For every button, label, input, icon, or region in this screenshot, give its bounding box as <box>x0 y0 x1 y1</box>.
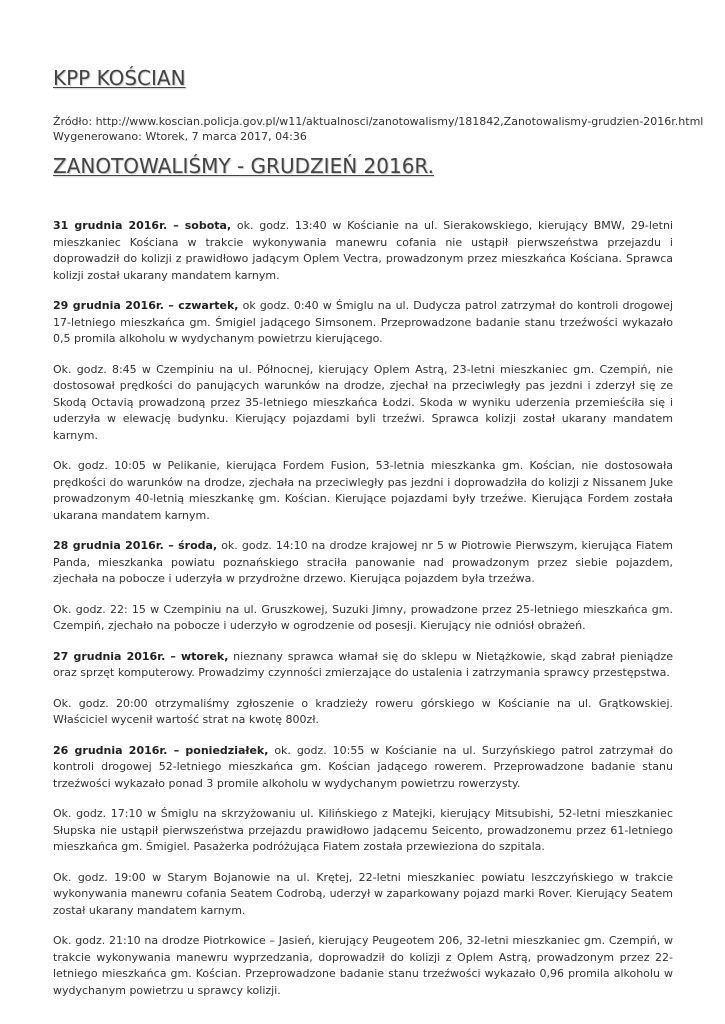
report-text: ok godz. 0:40 w Śmiglu na ul. Dudycza patrol zatrzymał do kontroli drogowej 17-letniego mieszkańca gm. Śmigiel jadącego Simsonem. Przeprowadzone badanie stanu trzeźwości wykazało 0,5 promila alkoholu w wydychanym powietrzu kierującego. <box>53 299 674 345</box>
report-paragraph <box>53 870 673 920</box>
report-paragraph <box>53 806 673 856</box>
report-paragraph <box>53 649 673 682</box>
report-text: ok. godz. 13:40 w Kościanie na ul. Sierakowskiego, kierujący BMW, 29-letni mieszkaniec Kościana w trakcie wykonywania manewru cofania nie ustąpił pierwszeństwa przejazdu i doprowadził do kolizji z prawidłowo jadącym Oplem Vectra, prowadzonym przez mieszkańca Kościana. Sprawca kolizji został ukarany mandatem karnym. <box>53 219 673 282</box>
document-meta <box>53 114 703 144</box>
report-paragraph <box>53 538 673 588</box>
report-text: nieznany sprawca włamał się do sklepu w Nietążkowie, skąd zabrał pieniądze oraz sprzęt komputerowy. Prowadzimy czynności zmierzające do ustalenia i zatrzymania sprawcy przestępstwa. <box>53 649 673 679</box>
report-paragraph <box>53 298 673 348</box>
report-text: Ok. godz. 20:00 otrzymaliśmy zgłoszenie o kradzieży roweru górskiego w Kościanie na ul. Grątkowskiej. Właściciel wycenił wartość strat na kwotę 800zł. <box>53 696 673 726</box>
report-text: Ok. godz. 19:00 w Starym Bojanowie na ul. Krętej, 22-letni mieszkaniec powiatu leszczyńskiego w trakcie wykonywania manewru cofania Seatem Codrobą, uderzył w zaparkowany pojazd marki Rover. Kierujący Seatem został ukarany mandatem karnym. <box>53 870 673 917</box>
report-paragraph <box>53 602 673 635</box>
report-date: 28 grudnia 2016r. – środa, <box>53 539 218 552</box>
report-paragraph <box>53 743 673 793</box>
report-paragraph <box>53 933 673 999</box>
report-text: ok. godz. 14:10 na drodze krajowej nr 5 w Piotrowie Pierwszym, kierująca Fiatem Panda, mieszkanka powiatu poznańskiego straciła panowanie nad prowadzonym przez siebie pojazdem, zjechała na pobocze i uderzyła w przydrożne drzewo. Kierująca pojazdem była trzeźwa. <box>53 539 673 585</box>
report-date: 31 grudnia 2016r. – sobota, <box>53 219 232 232</box>
site-title: KPP KOŚCIAN <box>53 66 186 90</box>
report-text: Ok. godz. 22: 15 w Czempiniu na ul. Gruszkowej, Suzuki Jimny, prowadzone przez 25-letniego mieszkańca gm. Czempiń, zjechało na pobocze i uderzyło w ogrodzenie od posesji. Kierujący nie odniósł obrażeń. <box>53 602 673 632</box>
report-paragraph <box>53 696 673 729</box>
report-paragraph <box>53 458 673 524</box>
report-text: Ok. godz. 10:05 w Pelikanie, kierująca Fordem Fusion, 53-letnia mieszkanka gm. Kościan, nie dostosowała prędkości do warunków na drodze, zjechała na przeciwległy pas jezdni i doprowadziła do kolizji z Nissanem Juke prowadzonym 40-letnią mieszkankę gm. Kościan. Kierujące pojazdami były trzeźwe. Kierująca Fordem została ukarana mandatem karnym. <box>53 459 673 522</box>
source-url: Źródło: http://www.koscian.policja.gov.pl/w11/aktualnosci/zanotowalismy/181842,Zanotowalismy-grudzien-2016r.html <box>53 115 704 128</box>
report-paragraph <box>53 362 673 445</box>
report-text: ok. godz. 10:55 w Kościanie na ul. Surzyńskiego patrol zatrzymał do kontroli drogowej 52-letniego mieszkańca gm. Kościan jadącego rowerem. Przeprowadzone badanie stanu trzeźwości wykazało ponad 3 promile alkoholu w wydychanym powietrzu rowerzysty. <box>53 743 673 790</box>
report-text: Ok. godz. 8:45 w Czempiniu na ul. Północnej, kierujący Oplem Astrą, 23-letni mieszkaniec gm. Czempiń, nie dostosował prędkości do panujących warunków na drodze, zjechał na przeciwległy pas jezdni i zderzył się ze Skodą Octavią prowadzoną przez 35-letniego mieszkańca Łodzi. Skoda w wyniku uderzenia przemieściła się i uderzyła w elewację budynku. Kierujący pojazdami byli trzeźwi. Sprawca kolizji został ukarany mandatem karnym. <box>53 362 673 442</box>
article-body <box>53 218 673 1013</box>
report-text: Ok. godz. 21:10 na drodze Piotrkowice – Jasień, kierujący Peugeotem 206, 32-letni mieszkaniec gm. Czempiń, w trakcie wykonywania manewru wyprzedzania, doprowadził do kolizji z Oplem Astrą, prowadzonym przez 22-letniego mieszkańca gm. Kościan. Przeprowadzone badanie stanu trzeźwości wykazało 0,96 promila alkoholu w wydychanym powietrzu u sprawcy kolizji. <box>53 934 673 997</box>
document-title: ZANOTOWALIŚMY - GRUDZIEŃ 2016R. <box>53 154 434 178</box>
report-date: 29 grudnia 2016r. – czwartek, <box>53 299 239 312</box>
report-date: 27 grudnia 2016r. – wtorek, <box>53 649 229 663</box>
report-paragraph <box>53 218 673 284</box>
report-text: Ok. godz. 17:10 w Śmiglu na skrzyżowaniu ul. Kilińskiego z Matejki, kierujący Mitsubishi, 52-letni mieszkaniec Słupska nie ustąpił pierwszeństwa przejazdu prawidłowo jadącemu Seicento, prowadzonemu przez 61-letniego mieszkańca gm. Śmigiel. Pasażerka podróżująca Fiatem została przewieziona do szpitala. <box>53 807 673 853</box>
report-date: 26 grudnia 2016r. – poniedziałek, <box>53 743 269 757</box>
generated-date: Wygenerowano: Wtorek, 7 marca 2017, 04:36 <box>53 130 307 143</box>
